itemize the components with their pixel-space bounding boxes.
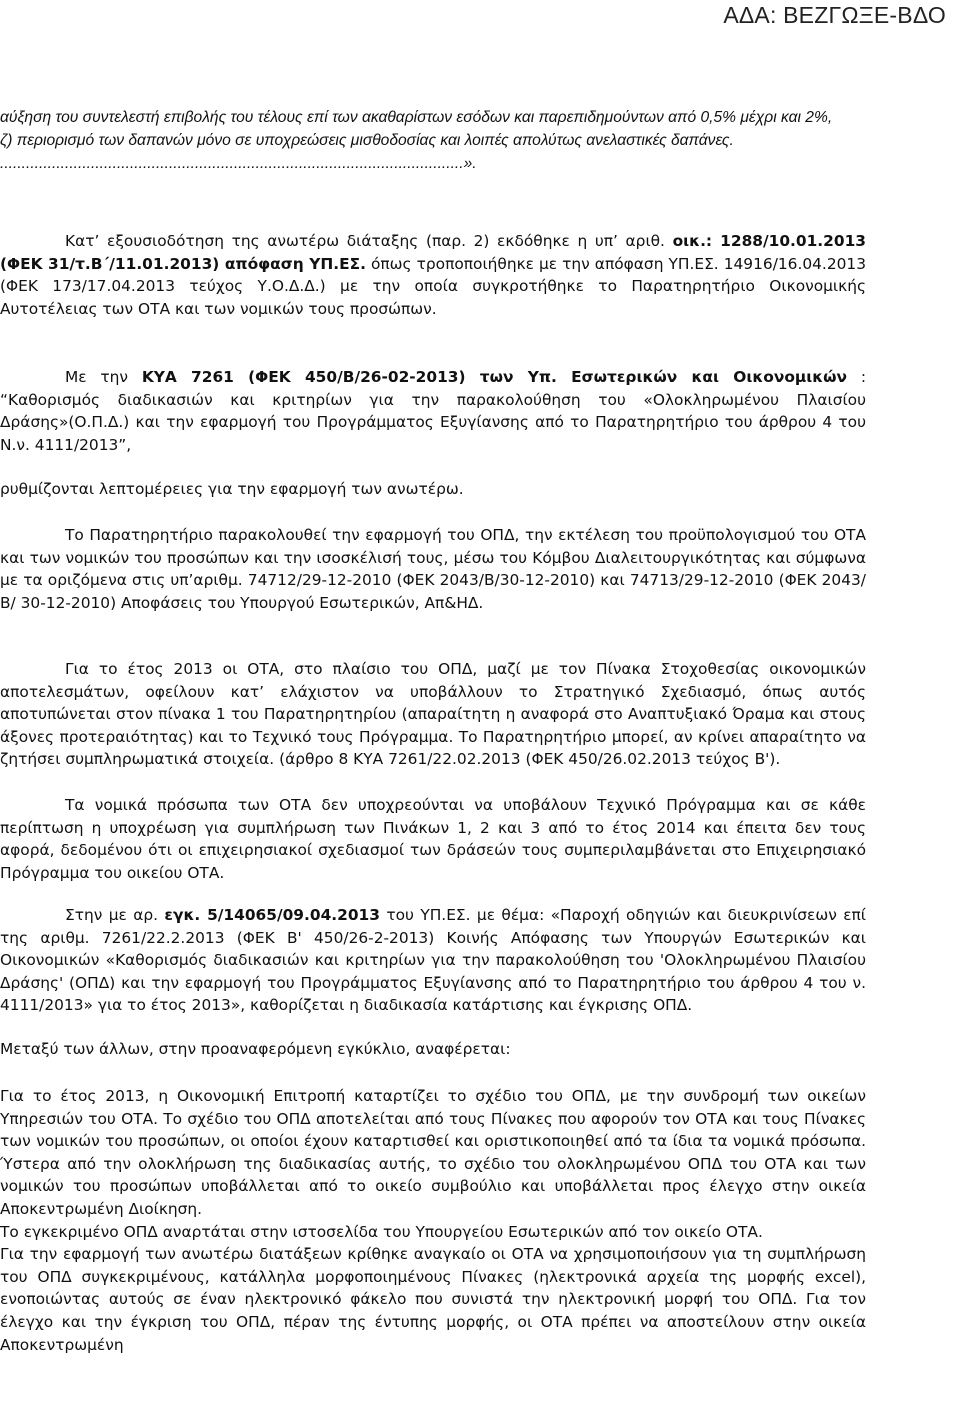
p4-text: Το Παρατηρητήριο παρακολουθεί την εφαρμογή του ΟΠΔ, την εκτέλεση του προϋπολογισμού του ΟΤΑ και των νομικών του προσώπων και την ισοσκέλισή τους, μέσω του Κόμβου Διαλειτουργικότητας και σύμφωνα με τα οριζόμενα στις υπ’αριθμ. 74712/29-12-2010 (ΦΕΚ 2043/Β/30-12-2010) και 74713/29-12-2010 (ΦΕΚ 2043/Β/ 30-12-2010) Αποφάσεις του Υπουργού Εσωτερικών, Απ&ΗΔ. bbox=[0, 526, 866, 612]
paragraph-kya bbox=[0, 366, 866, 456]
p2-text-c: : “Καθορισμός διαδικασιών και κριτηρίων για την παρακολούθηση του «Ολοκληρωμένου Πλαισίου Δράσης»(Ο.Π.Δ.) και την εφαρμογή του Προγράμματος Εξυγίανσης από το Παρατηρητήριο του άρθρου 4 του Ν.ν. 4111/2013”, bbox=[0, 368, 867, 454]
italic-quoted-block bbox=[0, 106, 858, 175]
p7-text-c: του ΥΠ.ΕΣ. με θέμα: «Παροχή οδηγιών και διευκρινίσεων επί της αριθμ. 7261/22.2.2013 (ΦΕΚ Β' 450/26-2-2013) Κοινής Απόφασης των Υπουργών Εσωτερικών και Οικονομικών «Καθορισμός διαδικασιών και κριτηρίων για την παρακολούθηση του 'Ολοκληρωμένου Πλαισίου Δράσης' (ΟΠΔ) και την εφαρμογή του Προγράμματος Εξυγίανσης από το Παρατηρητήριο του άρθρου 4 του ν. 4111/2013» για το έτος 2013», καθορίζεται η διαδικασία κατάρτισης και έγκρισης ΟΠΔ. bbox=[0, 906, 867, 1015]
p5-text: Για το έτος 2013 οι ΟΤΑ, στο πλαίσιο του ΟΠΔ, μαζί με τον Πίνακα Στοχοθεσίας οικονομικών αποτελεσμάτων, οφείλουν κατ’ ελάχιστον να υποβάλλουν το Στρατηγικό Σχεδιασμό, όπως αυτός αποτυπώνεται στον πίνακα 1 του Παρατηρητηρίου (απαραίτητη η αναφορά στο Αναπτυξιακό Όραμα και στους άξονες προτεραιότητας) και το Τεχνικό τους Πρόγραμμα. Το Παρατηρητήριο μπορεί, αν κρίνει απαραίτητο να ζητήσει συμπληρωματικά στοιχεία. (άρθρο 8 ΚΥΑ 7261/22.02.2013 (ΦΕΚ 450/26.02.2013 τεύχος Β'). bbox=[0, 660, 866, 769]
p9-text: Για το έτος 2013, η Οικονομική Επιτροπή καταρτίζει το σχέδιο του ΟΠΔ, με την συνδρομή των οικείων Υπηρεσιών του ΟΤΑ. Το σχέδιο του ΟΠΔ αποτελείται από τους Πίνακες που αφορούν τον ΟΤΑ και τους Πίνακες των νομικών του προσώπων, οι οποίοι έχουν καταρτισθεί και οριστικοποιηθεί από τα ίδια τα νομικά πρόσωπα. Ύστερα από την ολοκλήρωση της διαδικασίας αυτής, το σχέδιο του ολοκληρωμένου ΟΠΔ του ΟΤΑ και των νομικών του προσώπων υποβάλλεται από το οικείο συμβούλιο και υποβάλλεται προς έλεγχο στην οικεία Αποκεντρωμένη Διοίκηση. bbox=[0, 1087, 866, 1218]
paragraph-year-2013 bbox=[0, 658, 866, 771]
document-ada-id: ΑΔΑ: ΒΕΖΓΩΞΕ-ΒΔΟ bbox=[723, 2, 946, 28]
paragraph-legal-entities bbox=[0, 794, 866, 884]
p8-text: Μεταξύ των άλλων, στην προαναφερόμενη εγκύκλιο, αναφέρεται: bbox=[0, 1040, 511, 1058]
p1-decision-ref: οικ.: 1288/10.01.2013 (ΦΕΚ 31/τ.Β΄/11.01.2013) απόφαση ΥΠ.ΕΣ. bbox=[0, 232, 866, 273]
p6-text: Τα νομικά πρόσωπα των ΟΤΑ δεν υποχρεούνται να υποβάλουν Τεχνικό Πρόγραμμα και σε κάθε περίπτωση η υποχρέωση για συμπλήρωση των Πινάκων 1, 2 και 3 από το έτος 2014 και έπειτα δεν τους αφορά, δεδομένου ότι οι επιχειρησιακοί σχεδιασμοί των δράσεών τους συμπεριλαμβάνεται στο Επιχειρησιακό Πρόγραμμα του οικείου ΟΤΑ. bbox=[0, 796, 866, 882]
p2-kya-ref: ΚΥΑ 7261 (ΦΕΚ 450/Β/26-02-2013) των Υπ. Εσωτερικών και Οικονομικών bbox=[141, 368, 848, 386]
paragraph-circular bbox=[0, 904, 866, 1017]
paragraph-regulation-note bbox=[0, 478, 866, 501]
p10-text: Το εγκεκριμένο ΟΠΔ αναρτάται στην ιστοσελίδα του Υπουργείου Εσωτερικών από τον οικείο ΟΤΑ. bbox=[0, 1222, 763, 1241]
italic-line-1: αύξηση του συντελεστή επιβολής του τέλους επί των ακαθαρίστων εσόδων και παρεπιδημούντων από 0,5% μέχρι και 2%, bbox=[0, 109, 833, 126]
p7-text-a: Στην με αρ. bbox=[65, 906, 165, 924]
italic-line-2: ζ) περιορισμό των δαπανών μόνο σε υποχρεώσεις μισθοδοσίας και λοιπές απολύτως ανελαστικές δαπάνες. bbox=[0, 132, 734, 149]
p1-text-a: Κατ’ εξουσιοδότηση της ανωτέρω διάταξης (παρ. 2) εκδόθηκε η υπ’ αριθ. bbox=[65, 232, 673, 250]
p1-text-c: όπως τροποποιήθηκε με την απόφαση ΥΠ.ΕΣ. 14916/16.04.2013 (ΦΕΚ 173/17.04.2013 τεύχος Υ.Ο.Δ.Δ.) με την οποία συγκροτήθηκε το Παρατηρητήριο Οικονομικής Αυτοτέλειας των ΟΤΑ και των νομικών τους προσώπων. bbox=[0, 254, 866, 318]
paragraph-among-others bbox=[0, 1038, 866, 1061]
paragraph-authorisation bbox=[0, 230, 866, 320]
p2-text-a: Με την bbox=[65, 368, 142, 386]
p7-circular-ref: εγκ. 5/14065/09.04.2013 bbox=[164, 906, 380, 924]
p3-text: ρυθμίζονται λεπτομέρειες για την εφαρμογή των ανωτέρω. bbox=[0, 480, 464, 498]
paragraph-finance-committee bbox=[0, 1085, 866, 1356]
italic-line-3: ...........................................................................................................». bbox=[0, 155, 477, 172]
paragraph-observatory bbox=[0, 524, 866, 614]
p11-text: Για την εφαρμογή των ανωτέρω διατάξεων κρίθηκε αναγκαίο οι ΟΤΑ να χρησιμοποιήσουν για τη συμπλήρωση του ΟΠΔ συγκεκριμένους, κατάλληλα μορφοποιημένους Πίνακες (ηλεκτρονικά αρχεία της μορφής excel), ενοποιώντας αυτούς σε έναν ηλεκτρονικό φάκελο που συνιστά την ηλεκτρονική μορφή του ΟΠΔ. Για τον έλεγχο και την έγκριση του ΟΠΔ, πέραν της έντυπης μορφής, οι ΟΤΑ πρέπει να αποστείλουν στην οικεία Αποκεντρωμένη bbox=[0, 1245, 866, 1354]
